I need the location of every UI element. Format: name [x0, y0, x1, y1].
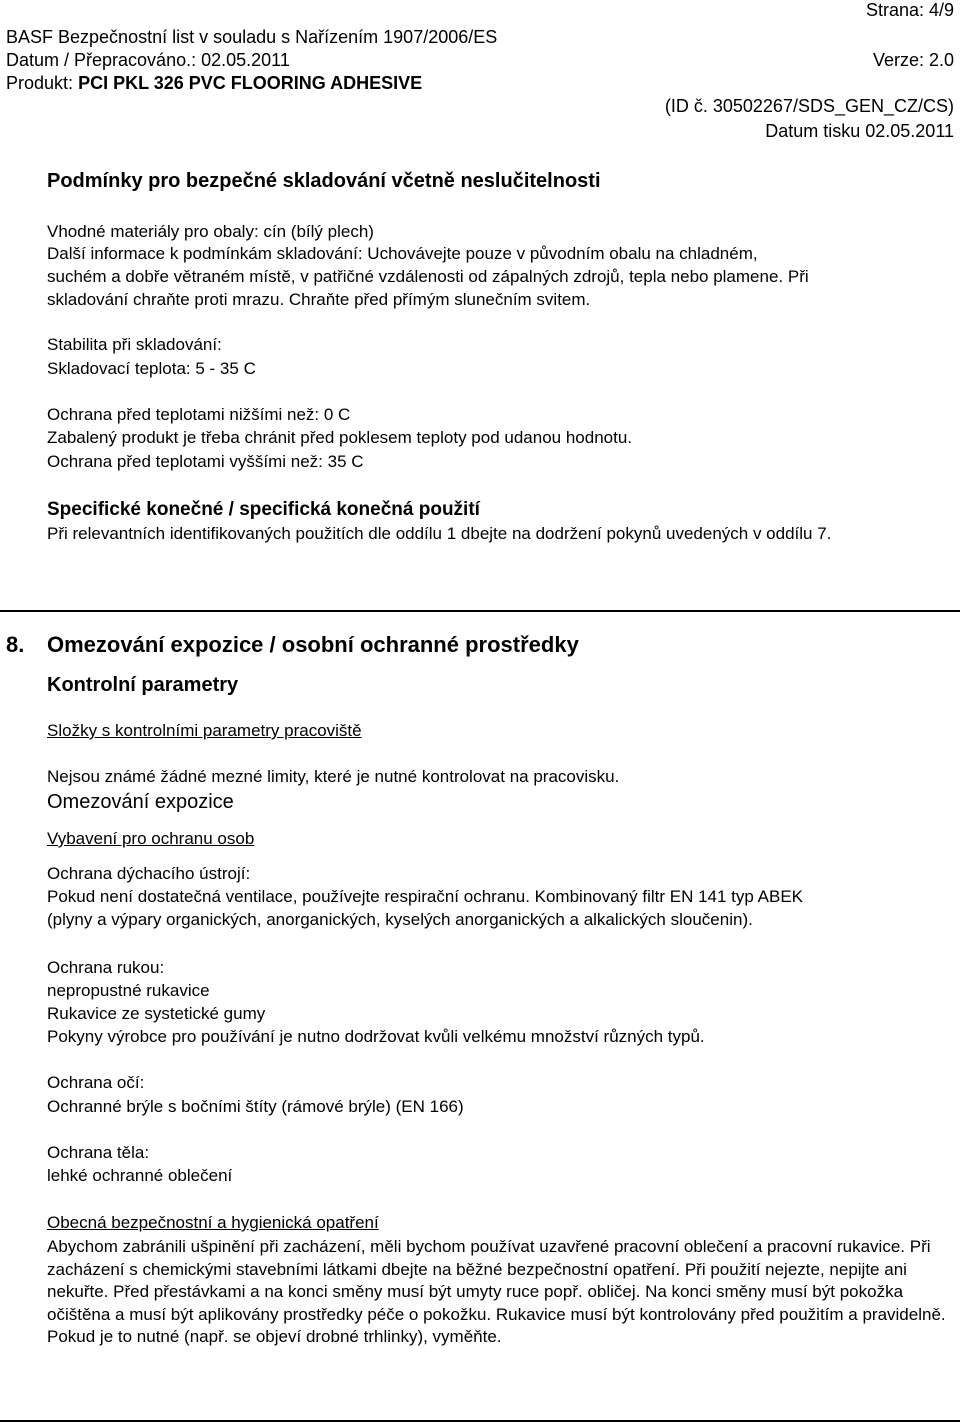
print-date: Datum tisku 02.05.2011 [765, 121, 954, 141]
control-parameters-heading: Kontrolní parametry [47, 674, 239, 696]
exposure-controls-heading: Omezování expozice [47, 791, 234, 813]
footer-divider [0, 1420, 960, 1422]
specific-use-heading: Specifické konečné / specifická konečná použití [47, 499, 480, 520]
storage-materials: Vhodné materiály pro obaly: cín (bílý plech) [47, 222, 374, 241]
revision-date: Datum / Přepracováno.: 02.05.2011 [6, 50, 290, 70]
low-temperature-protection: Ochrana před teplotami nižšími než: 0 C [47, 405, 351, 424]
product-line [6, 73, 422, 93]
components-subheading: Složky s kontrolními parametry pracoviště [47, 721, 362, 740]
section-number: 8. [6, 632, 25, 657]
hand-protection-line2: Rukavice ze systetické gumy [47, 1004, 266, 1023]
section-title: Omezování expozice / osobní ochranné prostředky [47, 632, 579, 657]
storage-heading: Podmínky pro bezpečné skladování včetně neslučitelnosti [47, 170, 601, 192]
section-divider [0, 610, 960, 612]
version: Verze: 2.0 [872, 50, 954, 70]
stability-label: Stabilita při skladování: [47, 335, 222, 354]
body-protection-label: Ochrana těla: [47, 1143, 150, 1162]
hand-protection-line1: nepropustné rukavice [47, 981, 210, 1000]
high-temperature-protection: Ochrana před teplotami vyššími než: 35 C [47, 452, 364, 471]
eye-protection-label: Ochrana očí: [47, 1073, 145, 1092]
storage-temperature: Skladovací teplota: 5 - 35 C [47, 359, 256, 378]
respiratory-text-line1: Pokud není dostatečná ventilace, používejte respirační ochranu. Kombinovaný filtr EN 141 typ ABEK [47, 887, 803, 906]
respiratory-label: Ochrana dýchacího ústrojí: [47, 864, 251, 883]
specific-use-text: Při relevantních identifikovaných použitích dle oddílu 1 dbejte na dodržení pokynů uvedených v oddílu 7. [47, 524, 832, 543]
body-protection-text: lehké ochranné oblečení [47, 1166, 233, 1185]
document-id: (ID č. 30502267/SDS_GEN_CZ/CS) [664, 96, 954, 116]
hygiene-subheading: Obecná bezpečnostní a hygienická opatření [47, 1213, 379, 1232]
hand-protection-line3: Pokyny výrobce pro používání je nutno dodržovat kvůli velkému množství různých typů. [47, 1027, 705, 1046]
storage-info-line1: Další informace k podmínkám skladování: Uchovávejte pouze v původním obalu na chladném, [47, 244, 758, 263]
hygiene-text: Abychom zabránili ušpinění při zacházení, měli bychom používat uzavřené pracovní oblečení a pracovní rukavice. Při zacházení s chemickými stavebními látkami dbejte na běžné bezpečnostní opatření. Při použití nejezte, nepijte ani nekuřte. Před přestávkami a na konci směny musí být umyty ruce popř. obličej. Na konci směny musí být pokožka očištěna a musí být aplikovány prostředky péče o pokožku. Rukavice musí být kontrolovány před použitím a pravidelně. Pokud je to nutné (např. se objeví drobné trhlinky), vyměňte. [47, 1237, 946, 1347]
ppe-subheading: Vybavení pro ochranu osob [47, 829, 255, 848]
hand-protection-label: Ochrana rukou: [47, 958, 165, 977]
page-number: Strana: 4/9 [865, 0, 954, 20]
respiratory-text-line2: (plyny a výpary organických, anorganických, kyselých anorganických a alkalických sloučenin). [47, 910, 753, 929]
storage-info-line3: skladování chraňte proti mrazu. Chraňte před přímým slunečním svitem. [47, 290, 591, 309]
product-label: Produkt: [6, 73, 74, 93]
eye-protection-text: Ochranné brýle s bočními štíty (rámové brýle) (EN 166) [47, 1097, 464, 1116]
product-name: PCI PKL 326 PVC FLOORING ADHESIVE [78, 73, 423, 93]
low-temperature-note: Zabalený produkt je třeba chránit před poklesem teploty pod udanou hodnotu. [47, 428, 633, 447]
no-limits-text: Nejsou známé žádné mezné limity, které je nutné kontrolovat na pracovisku. [47, 767, 620, 786]
storage-info-line2: suchém a dobře větraném místě, v patřičné vzdálenosti od zápalných zdrojů, tepla nebo plamene. Při [47, 267, 809, 286]
document-title: BASF Bezpečnostní list v souladu s Nařízením 1907/2006/ES [6, 27, 498, 47]
